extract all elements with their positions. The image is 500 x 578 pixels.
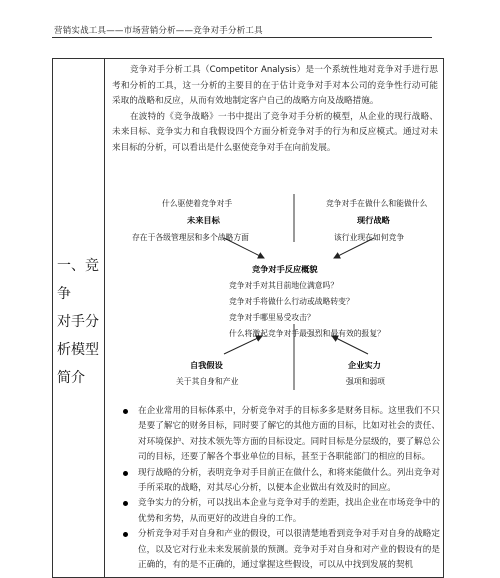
capabilities-label: 企业实力: [348, 360, 381, 370]
profile-question: 竞争对手哪里易受攻击？: [229, 313, 315, 322]
porter-paragraph: 在波特的《竞争战略》一书中提出了竞争对手分析的模型，从企业的现行战略、未来目标、竞争实力和自我假设四个方面分析竞争对手的行为和反应模式。通过对未来目标的分析，可以看出是什么驱使竞争对手在向前发展。: [112, 111, 438, 153]
reaction-profile-title: 竞争对手反应概貌: [252, 264, 318, 274]
assumptions-label: 自我假设: [190, 360, 223, 370]
top-right-caption: 竞争对手在做什么和能做什么: [326, 199, 428, 208]
bullet-icon: [123, 501, 128, 506]
bullet-icon: [123, 471, 128, 476]
profile-question: 什么将激起竞争对手最强烈和最有效的报复？: [229, 329, 385, 338]
list-item-text: 竞争实力的分析，可以找出本企业与竞争对手的差距，找出企业在市场竞争中的优势和劣势，从而更好的改进自身的工作。: [138, 498, 440, 524]
section-title: [57, 252, 105, 392]
list-item-text: 分析竞争对手对自身和产业的假设，可以很清楚地看到竞争对手对自身的战略定位，以及它对行业未来发展前景的预测。竞争对手对自身和对产业的假设有的是正确的，有的是不正确的，通过掌握这些假设，可以从中找到发展的契机: [138, 529, 440, 571]
header-rule: [52, 37, 432, 38]
section-title-line: 析模型: [57, 342, 99, 358]
capabilities-subcaption: 强项和弱项: [346, 377, 385, 386]
list-item: [122, 496, 440, 527]
top-right-subcaption: 该行业现在如何竞争: [334, 233, 405, 242]
intro-text: [112, 63, 438, 157]
analysis-bullets: [122, 404, 440, 573]
current-strategy-label: 现行战略: [357, 215, 390, 225]
running-header: 营销实战工具——市场营销分析——竞争对手分析工具: [54, 26, 263, 36]
intro-paragraph: 竞争对手分析工具（Competitor Analysis）是一个系统性地对竞争对手进行思考和分析的工具，这一分析的主要目的在于估计竞争对手对本公司的竞争性行动可能采取的战略和反应，从而有效地制定客户自己的战略方向及战略措施。: [112, 65, 438, 107]
section-title-line: 对手分: [57, 314, 99, 330]
bullet-icon: [123, 409, 128, 414]
list-item-text: 在企业常用的目标体系中，分析竞争对手的目标多多是财务目标。这里我们不只是要了解它的财务目标，同时要了解它的其他方面的目标，比如对社会的责任、对环境保护、对技术领先等方面的目标设定。同时目标是分层级的，要了解总公司的目标，还要了解各个事业单位的目标，甚至于各职能部门的相应的目标。: [138, 406, 440, 463]
profile-question: 竞争对手对其目前地位满意吗？: [229, 281, 339, 290]
section-title-line: 一、竞争: [57, 258, 99, 302]
top-left-caption: 什么驱使着竞争对手: [162, 199, 233, 208]
profile-question: 竞争对手将做什么行动或战略转变？: [229, 297, 354, 306]
list-item: [122, 466, 440, 497]
assumptions-subcaption: 关于其自身和产业: [176, 377, 239, 386]
list-item: [122, 527, 440, 573]
arrow-from-assumptions: [224, 336, 262, 354]
list-item: [122, 404, 440, 466]
arrow-from-capabilities: [332, 336, 368, 354]
list-item-text: 现行战略的分析，表明竞争对手目前正在做什么，和将来能做什么。列出竞争对手所采取的战略，对其尽心分析，以便本企业做出有效及时的回应。: [138, 467, 440, 494]
section-title-line: 简介: [57, 370, 85, 386]
top-left-subcaption: 存在于各级管理层和多个战略方面: [132, 233, 249, 242]
competitor-analysis-diagram: [112, 190, 442, 394]
bullet-icon: [123, 532, 128, 537]
future-goals-label: 未来目标: [187, 215, 220, 225]
